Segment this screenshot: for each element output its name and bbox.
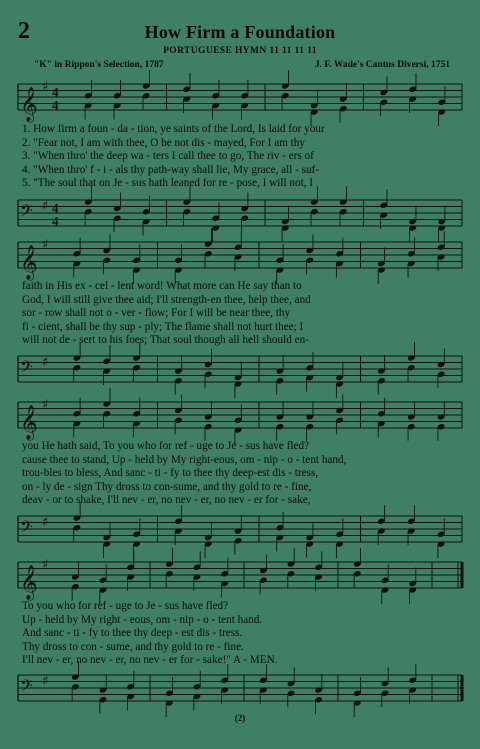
treble-clef-icon: 𝄞 bbox=[20, 245, 38, 280]
treble-clef-icon: 𝄞 bbox=[20, 565, 38, 600]
bass-staff-system-2 bbox=[0, 346, 480, 398]
lyric-line: 4. "When thro' f - i - als thy path-way shall lie, My grace, all - suf- bbox=[22, 163, 320, 176]
lyric-line: sor - row shall not o - ver - flow; For I will be near thee, thy bbox=[22, 307, 291, 319]
sharp-icon: ♯ bbox=[42, 673, 49, 689]
bass-staff-system-3 bbox=[0, 506, 480, 558]
bass-staff-system-4 bbox=[0, 665, 480, 717]
treble-staff-system-3 bbox=[0, 392, 480, 444]
bass-clef-icon: 𝄢 bbox=[20, 356, 33, 381]
bass-clef-icon: 𝄢 bbox=[20, 200, 33, 225]
lyric-line: 3. "When thro' the deep wa - ters I call thee to go, The riv - ers of bbox=[22, 150, 314, 162]
lyric-line: on - ly de - sign Thy dross to con-sume, and thy gold to re - fine, bbox=[22, 480, 312, 493]
sharp-icon: ♯ bbox=[42, 354, 49, 370]
bass-clef-icon: 𝄢 bbox=[20, 675, 33, 700]
lyric-line: you He hath said, To you who for ref - uge to Je - sus have fled? bbox=[22, 440, 310, 452]
music-credit: J. F. Wade's Cantus Diversi, 1751 bbox=[314, 60, 450, 70]
lyric-line: fi - cient, shall be thy sup - ply; The flame shall not hurt thee; I bbox=[22, 320, 304, 333]
lyric-line: God, I will still give thee aid; I'll strength-en thee, help thee, and bbox=[22, 293, 311, 306]
lyric-line: To you who for ref - uge to Je - sus have fled? bbox=[22, 600, 229, 612]
lyric-line: cause thee to stand, Up - held by My right-eous, om - nip - o - tent hand, bbox=[22, 453, 347, 466]
time-signature: 4 bbox=[52, 97, 59, 113]
lyric-line: 2. "Fear not, I am with thee, O be not dis - mayed, For I am thy bbox=[22, 136, 305, 149]
lyrics-system-2 bbox=[22, 280, 458, 348]
time-signature: 4 bbox=[52, 200, 59, 216]
lyric-line: faith in His ex - cel - lent word! What more can He say than to bbox=[22, 280, 302, 292]
lyric-line: Up - held by My right - eous, om - nip - o - tent hand. bbox=[22, 613, 263, 626]
lyrics-system-4 bbox=[22, 600, 458, 668]
sharp-icon: ♯ bbox=[42, 557, 49, 573]
treble-staff-system-1 bbox=[0, 74, 480, 126]
sharp-icon: ♯ bbox=[42, 198, 49, 214]
tune-name: PORTUGUESE HYMN 11 11 11 11 bbox=[163, 46, 317, 56]
lyric-line: Thy dross to con - sume, and thy gold to re - fine. bbox=[22, 640, 244, 653]
bass-clef-icon: 𝄢 bbox=[20, 516, 33, 541]
page-number: (2) bbox=[234, 713, 246, 723]
words-credit: "K" in Rippon's Selection, 1787 bbox=[34, 60, 164, 70]
lyric-line: trou-bles to bless, And sanc - ti - fy to thee thy deep-est dis - tress, bbox=[22, 467, 319, 479]
lyric-line: And sanc - ti - fy to thee thy deep - est dis - tress. bbox=[22, 627, 243, 639]
lyrics-system-3 bbox=[22, 440, 458, 508]
lyrics-system-1 bbox=[22, 123, 458, 191]
hymn-title: How Firm a Foundation bbox=[144, 22, 336, 42]
lyric-line: will not de - sert to his foes; That soul though all hell should en- bbox=[22, 334, 309, 346]
sharp-icon: ♯ bbox=[42, 514, 49, 530]
lyric-line: 1. How firm a foun - da - tion, ye saints of the Lord, Is laid for your bbox=[22, 123, 325, 135]
time-signature: 4 bbox=[52, 213, 59, 229]
sharp-icon: ♯ bbox=[42, 397, 49, 413]
lyric-line: I'll nev - er, no nev - er, no nev - er for - sake!" A - MEN. bbox=[22, 654, 278, 666]
treble-clef-icon: 𝄞 bbox=[20, 405, 38, 440]
sharp-icon: ♯ bbox=[42, 237, 49, 253]
lyric-line: deav - or to shake, I'll nev - er, no nev - er, no nev - er for - sake, bbox=[22, 494, 311, 506]
time-signature: 4 bbox=[52, 84, 59, 100]
lyric-line: 5. "The soul that on Je - sus hath leaned for re - pose, I will not, I bbox=[22, 177, 314, 189]
treble-clef-icon: 𝄞 bbox=[20, 87, 38, 122]
hymn-number: 2 bbox=[18, 18, 30, 44]
treble-staff-system-4 bbox=[0, 552, 480, 604]
treble-staff-system-2 bbox=[0, 232, 480, 284]
sharp-icon: ♯ bbox=[42, 79, 49, 95]
